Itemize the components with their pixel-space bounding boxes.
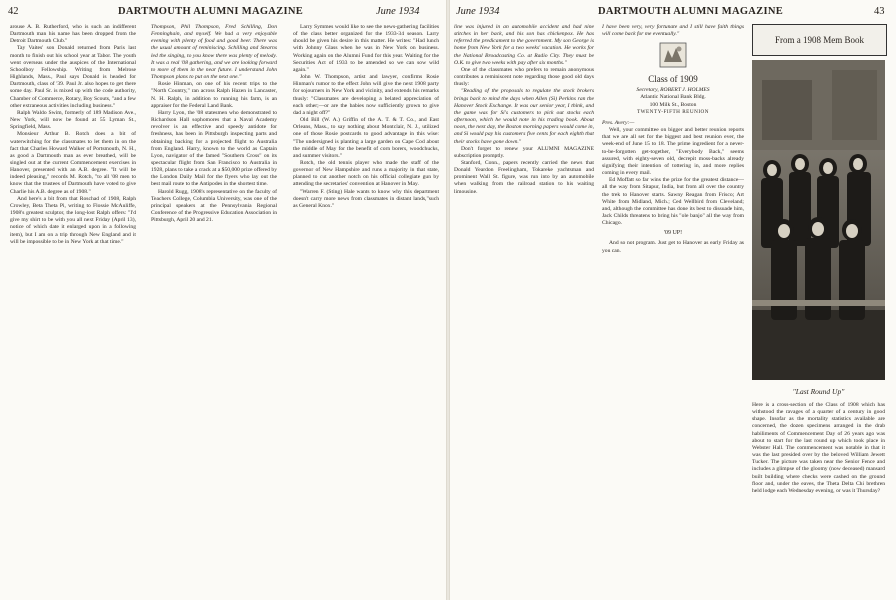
- right-page-number: 43: [874, 6, 885, 17]
- reunion-label: TWENTY-FIFTH REUNION: [636, 108, 710, 115]
- paragraph: Rosie Hinman, on one of his recent trips to the "North Country," ran across Ralph Hazen in Lancaster, N. H. Ralph, in addition to running his farm, is an appraiser for the Federal Land Bank.: [151, 81, 277, 109]
- paragraph: Harold Rugg, 1908's representative on the faculty of Teachers College, Columbia University, was one of the principal speakers at the Pennsylvania Regional Conference of the Progressive Education Association in Pittsburgh, April 20 and 21.: [151, 188, 277, 224]
- paragraph: Stanford, Conn., papers recently carried the news that Donald Yeardon Freelingham, Tokareke yachtsman and prominent Wall St. figure, was run into by an automobile when walking from the railroad station to his waiting limousine.: [454, 159, 594, 195]
- left-magazine-title: DARTMOUTH ALUMNI MAGAZINE: [118, 6, 304, 17]
- sidebar-title-box: [752, 24, 887, 56]
- paragraph: And so not program. Just get to Hanover as early Friday as you can.: [602, 240, 744, 254]
- class-crest-icon: [659, 42, 687, 68]
- paragraph: Ralph Waldo Swim, formerly of 189 Madison Ave., New York, will now be found at 55 Lyman St., Springfield, Mass.: [10, 109, 136, 131]
- secretary-name: Secretary, ROBERT J. HOLMES: [636, 87, 710, 94]
- sidebar-title: From a 1908 Mem Book: [775, 35, 864, 45]
- paragraph: Well, your committee on bigger and better reunion reports that we are all set for the biggest and best reunion ever, the week-end of June 15 to 18. The prime ingredient for a never-to-be-forgotten get-together, "Everybody Back," seems assured, with eighty-seven old, decrepit moss-backs already signifying their intention of tottering in, and more replies coming in every mail.: [602, 127, 744, 177]
- caption-body: [752, 402, 885, 597]
- paragraph: Harry Lyon, the '08 statesmen who demonstrated to Richardson Hall sophomores that a Naval Academy revolver is an effective and speedy antidote for freshness, has been in Pittsburgh inspecting parts and obtaining backing for a projected flight to Australia from England. Harry, known to the world as Captain Lyon, navigator of the famed "Southern Cross" on its spectacular flight from San Francisco to Australia in 1928, plans to take a crack at a $50,000 prize offered by the London Daily Mail for the flyers who lay out the best mail route to the Antipodes in the shortest time.: [151, 109, 277, 188]
- paragraph: John W. Thompson, artist and lawyer, confirms Rosie Hinman's rumor to the effect John will give the next 1908 party for sojourners in New York and vicinity, and extends his remarks thusly: "Classmates are developing a belated appreciation of each other;—or are the babies now sufficiently grown to give dad a night off?": [293, 74, 439, 116]
- paragraph: Old Bill (W. A.) Griffin of the A. T. & T. Co., and East Orleans, Mass., to say nothing about Montclair, N. J., utilized one of those Rosie postcards to good advantage in this wise: "The undersigned is planting a large garden on Cape Cod about the middle of May for the benefit of corn borers, woodchucks, and summer visitors.": [293, 117, 439, 159]
- left-column-3: [293, 24, 439, 594]
- paragraph: "Warren F. (Sting) Hale wants to know why this department doesn't carry more news from classmates in distant lands,"such as General Knox.": [293, 188, 439, 209]
- paragraph: Ed Moffatt so far wins the prize for the greatest distance—all the way from Sitapur, India, but from all over the country the trek to Hanover starts. Sawny Reagan from Frisco; Art White from Midland, Mich.; Ced Wellbird from Cleveland; and, although the committee has done its best to dissuade him, Jack Childs threatens to bring his "ole banjo" all the way from Chicago.: [602, 177, 744, 227]
- right-column-1: [454, 24, 594, 594]
- right-column-2: [602, 24, 744, 594]
- right-page: [448, 0, 896, 600]
- left-page-number: 42: [8, 6, 19, 17]
- class-heading: Class of 1909: [648, 74, 698, 85]
- paragraph: arouse A. B. Rutherford, who is such an indifferent Dartmouth man his name has been dropped from the Detroit Dartmouth Club.": [10, 24, 136, 45]
- secretary-address-2: 100 Milk St., Boston: [649, 101, 697, 108]
- paragraph: Thompson, Phil Thompson, Fred Schilling, Don Fenninghain, and myself. We had a very enjoyable evening with plenty of food and good beer. There was the usual amount of reminiscing. Schilling and Stearns led the singing, to you know there was plenty of melody. It was a real '08 gathering, and we are looking forward to more of them in the near future. I understand John Thompson plans to put on the next one.": [151, 24, 277, 81]
- salutation: Pres. Avery:—: [602, 119, 635, 126]
- paragraph: Rotch, the old tennis player who made the staff of the governor of New Hampshire and runs a majority in that state, planned to cut another notch on his official collegiate gun by attending the secretaries' convention at Hanover in May.: [293, 159, 439, 188]
- secretary-address-1: Atlantic National Bank Bldg.: [640, 94, 706, 101]
- right-magazine-title: DARTMOUTH ALUMNI MAGAZINE: [598, 6, 784, 17]
- left-running-head: [0, 6, 448, 22]
- right-issue-date: June 1934: [456, 6, 500, 17]
- paragraph: And here's a bit from that Roschad of 1908, Ralph Crowley, Beta Theta Pi, writing to Flossie McAuliffe, 1908's greatest sculptor, the long-lost Ralph offers: "I'd give my shirt to be with you all next Friday (April 13), notice of which date it enlarged upon in a following item), but I am on a trip through New England and it will be impossible to be in New York at that time.": [10, 195, 136, 245]
- left-column-2: [151, 24, 277, 594]
- group-photo-image: [752, 60, 885, 380]
- right-running-head: [448, 6, 896, 22]
- photo-caption: "Last Round Up": [792, 387, 845, 396]
- left-issue-date: June 1934: [376, 6, 420, 17]
- paragraph: One of the classmates who prefers to remain anonymous contributes a reminiscent note regarding those good old days thusly:: [454, 66, 594, 88]
- paragraph: Monsieur Arthur B. Rotch does a bit of waterwitching for the classmates to let them in on the fact that Charles Howard Walker of Portsmouth, N. H., as good a Dartmouth man as ever breathed, will be singled out at the current Commencement exercises in Hanover, presented with an A.B. degree. "It will be indeed pleasing," records M. Rotch, "to all '08 men to know that the trustees of Dartmouth have voted to give Charlie his A.B. degree as of 1908.": [10, 131, 136, 195]
- paragraph: Larry Symmes would like to see the news-gathering facilities of the class better organized for the 1933-34 season. Larry should be given his desire in this matter. He writes: "Had lunch with Johnny Glass when he was in New York on business. Working again on the Alumni Fund for this year. Waiting for the Securities Act of 1933 to be amended so we can sow wild again.": [293, 24, 439, 73]
- paragraph: line was injured in an automobile accident and had nine stitches in her back, and his son has chickenpox. He has referred the predicament to the government. My son George is home from New York for a two weeks' vacation. He works for the National Broadcasting Co. at Radio City. They must be O.K. to give two weeks with pay after six months.": [454, 24, 594, 66]
- paragraph: Don't forget to renew your ALUMNI MAGAZINE subscription promptly.: [454, 145, 594, 159]
- paragraph: Tay Vaites' son Donald returned from Paris last month to finish out his school year at Tabor. The youth went overseas under the auspices of the International Schoolboy Fellowship. Writing from Melrose Highlands, Mass., Paul says Donald is headed for Dartmouth, class of '39. Paul Jr. also hopes to get there some day. Paul Sr. is mixed up with the code authority, Chamber of Commerce, Rotary, Boy Scouts, "and a few other extraneous activities including business.": [10, 45, 136, 109]
- paragraph: "Reading of the proposals to regulate the stock brokers brings back to mind the days when Allen (Si) Perkins ran the Hanover Stock Exchange. It was our senior year, I think, and the game was for Si's customers to pick out stocks each afternoon, which he would note in his trading book. About noon, the next day, the Boston morning papers would come in, and Si would pay his customers five cents for each eighth that their stocks have gone down.": [454, 88, 594, 145]
- rally-cry: '09 UP!: [663, 230, 683, 237]
- left-column-1: [10, 24, 136, 594]
- caption-body-text: Here is a cross-section of the Class of 1908 which has withstood the ravages of a quarter of a century in good shape. Insofar as the mortality statistics available are concerned, the dozen specimens arranged in the drab habiliments of Commencement Day of 26 years ago was about to start for the last round up which took place in Webster Hall. The commencement was notable in that it was the last presided over by the beloved William Jewett Tucker. The picture was taken near the Senior Fence and includes a glimpse of the gloomy (now deceased) mansard built building where checks were cashed on the ground floor and, under the eaves, the Theta Delta Chi brethren held lodge each Wednesday evening, or was it Thursday?: [752, 402, 885, 494]
- paragraph: I have been very, very fortunate and I still have faith things will come back for me eventually.": [602, 24, 744, 38]
- class-group-photo: [752, 60, 885, 380]
